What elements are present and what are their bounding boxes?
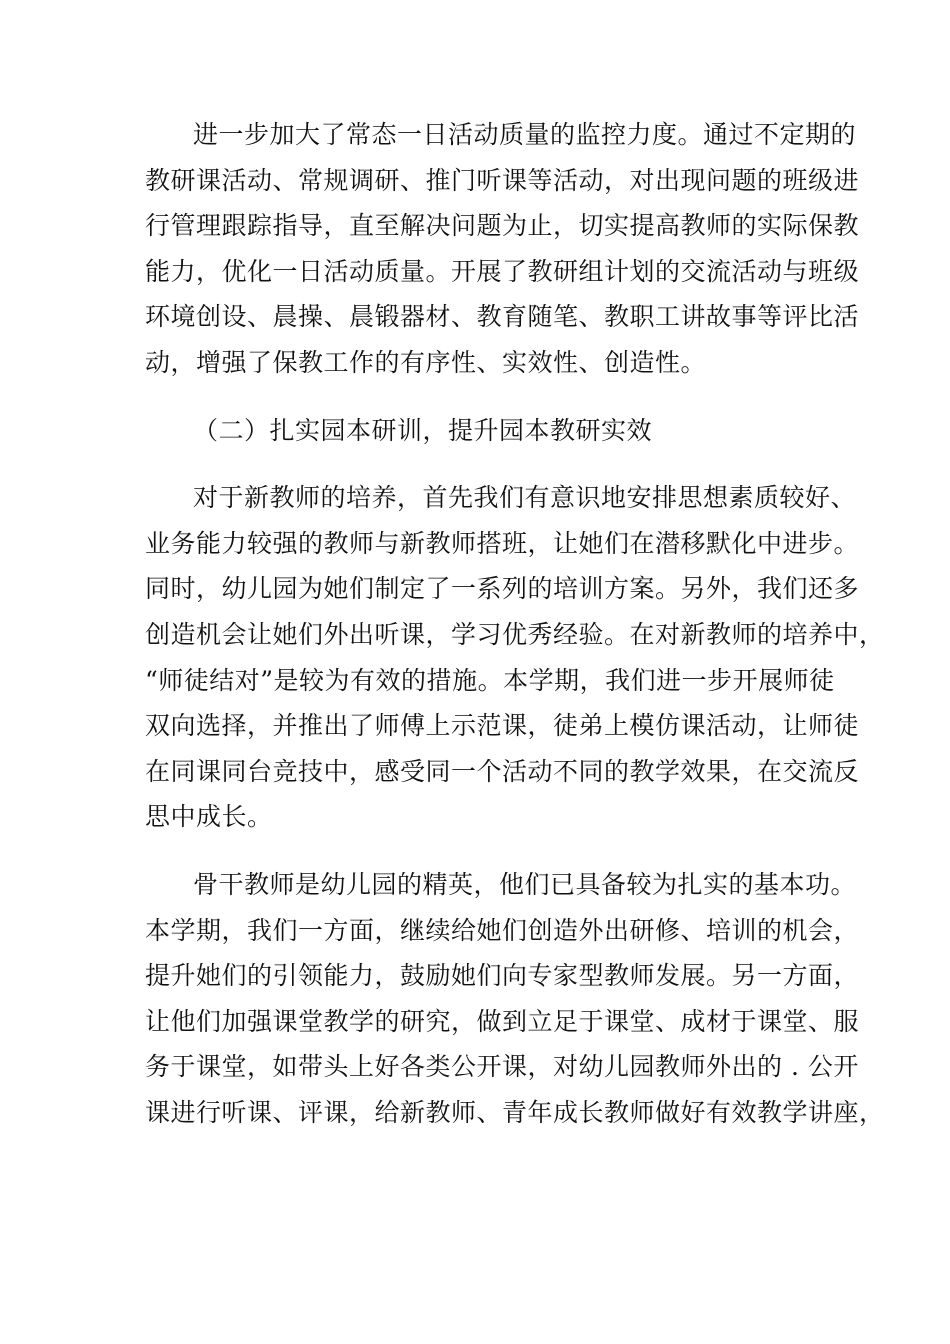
text-line: 让他们加强课堂教学的研究，做到立足于课堂、成材于课堂、服 bbox=[145, 1006, 860, 1036]
text-line: 动，增强了保教工作的有序性、实效性、创造性。 bbox=[145, 347, 707, 377]
text-line: “师徒结对”是较为有效的措施。本学期，我们进一步开展师徒 bbox=[145, 665, 835, 695]
text-line: 能力，优化一日活动质量。开展了教研组计划的交流活动与班级 bbox=[145, 256, 860, 286]
paragraph-1 bbox=[145, 112, 860, 386]
section-heading-text: （二）扎实园本研训，提升园本教研实效 bbox=[193, 415, 653, 445]
text-line: 环境创设、晨操、晨锻器材、教育随笔、教职工讲故事等评比活 bbox=[145, 302, 860, 332]
paragraph-spacer bbox=[145, 840, 805, 862]
text-line: 同时，幼儿园为她们制定了一系列的培训方案。另外，我们还多 bbox=[145, 574, 860, 604]
text-line: 教研课活动、常规调研、推门听课等活动，对出现问题的班级进 bbox=[145, 165, 860, 195]
section-heading bbox=[145, 408, 805, 454]
text-line: 进一步加大了常态一日活动质量的监控力度。通过不定期的 bbox=[193, 120, 857, 149]
paragraph-2 bbox=[145, 475, 885, 840]
text-line: 本学期，我们一方面，继续给她们创造外出研修、培训的机会， bbox=[145, 915, 860, 945]
text-line: 务于课堂，如带头上好各类公开课，对幼儿园教师外出的 . 公开 bbox=[145, 1052, 859, 1082]
text-line: 提升她们的引领能力，鼓励她们向专家型教师发展。另一方面， bbox=[145, 961, 860, 991]
text-line: 思中成长。 bbox=[145, 802, 273, 832]
paragraph-3 bbox=[145, 862, 885, 1136]
paragraph-spacer bbox=[145, 453, 805, 475]
document-body bbox=[145, 112, 885, 1135]
text-line: 课进行听课、评课，给新教师、青年成长教师做好有效教学讲座， bbox=[145, 1097, 885, 1127]
text-line: 行管理跟踪指导，直至解决问题为止，切实提高教师的实际保教 bbox=[145, 211, 860, 241]
paragraph-spacer bbox=[145, 386, 805, 408]
text-line: 创造机会让她们外出听课，学习优秀经验。在对新教师的培养中， bbox=[145, 619, 885, 649]
text-line: 对于新教师的培养，首先我们有意识地安排思想素质较好、 bbox=[193, 483, 857, 513]
text-line: 双向选择，并推出了师傅上示范课，徒弟上模仿课活动，让师徒 bbox=[145, 711, 860, 741]
text-line: 在同课同台竞技中，感受同一个活动不同的教学效果，在交流反 bbox=[145, 756, 860, 786]
text-line: 业务能力较强的教师与新教师搭班，让她们在潜移默化中进步。 bbox=[145, 528, 860, 558]
text-line: 骨干教师是幼儿园的精英，他们已具备较为扎实的基本功。 bbox=[193, 869, 857, 899]
